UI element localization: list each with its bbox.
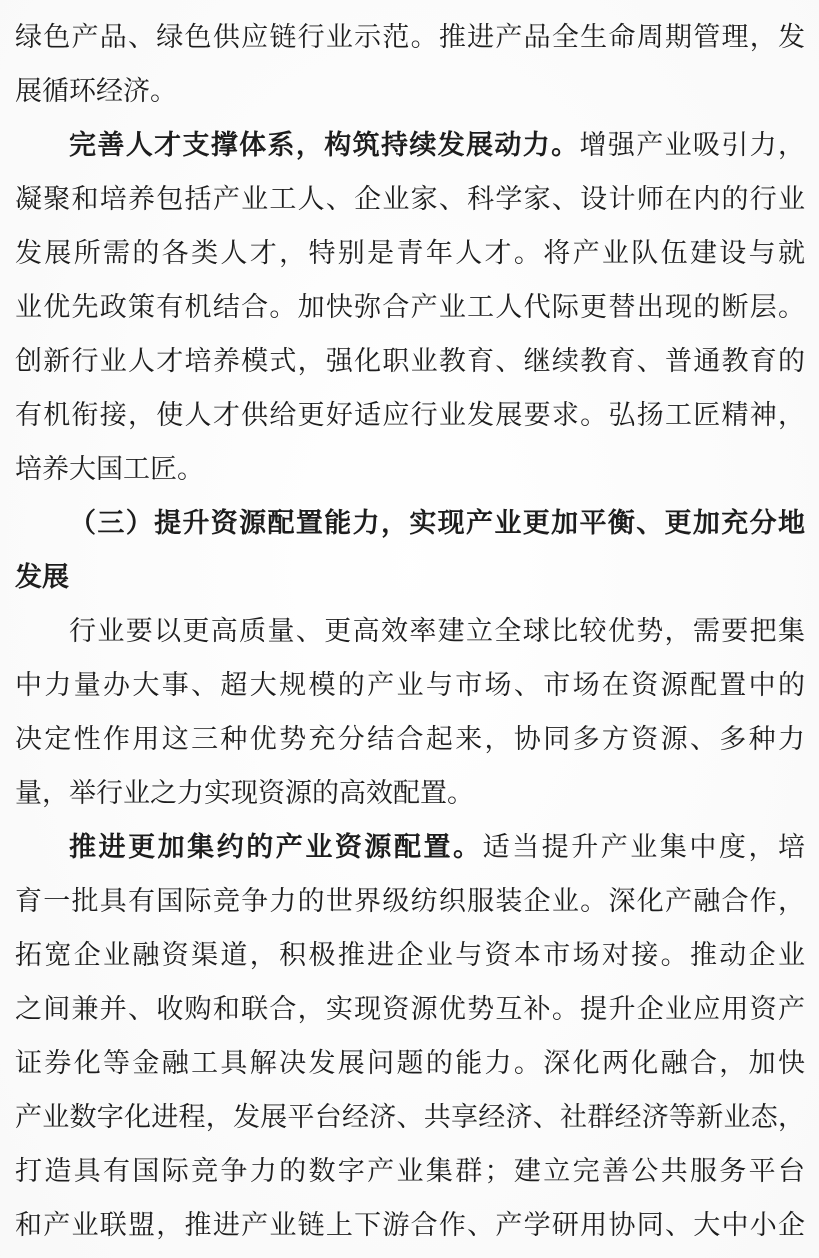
text-segment: 中力量办大事、超大规模的产业与市场、市场在资源配置中的 bbox=[15, 670, 805, 700]
text-segment: 凝聚和培养包括产业工人、企业家、科学家、设计师在内的行业 bbox=[15, 184, 805, 214]
text-line bbox=[15, 550, 805, 604]
text-line bbox=[15, 10, 805, 64]
text-line bbox=[15, 1144, 805, 1198]
text-segment: 打造具有国际竞争力的数字产业集群；建立完善公共服务平台 bbox=[15, 1156, 805, 1186]
text-segment: 行业要以更高质量、更高效率建立全球比较优势，需要把集 bbox=[69, 616, 805, 646]
text-segment: 之间兼并、收购和联合，实现资源优势互补。提升企业应用资产 bbox=[15, 994, 805, 1024]
text-line bbox=[15, 874, 805, 928]
text-line bbox=[15, 658, 805, 712]
document-text-block bbox=[15, 10, 805, 1252]
text-line bbox=[15, 1090, 805, 1144]
text-line bbox=[15, 334, 805, 388]
text-segment: 量，举行业之力实现资源的高效配置。 bbox=[15, 778, 474, 808]
text-line bbox=[15, 1036, 805, 1090]
text-line bbox=[15, 496, 805, 550]
text-line bbox=[15, 226, 805, 280]
text-segment: 有机衔接，使人才供给更好适应行业发展要求。弘扬工匠精神， bbox=[15, 400, 805, 430]
text-segment: 增强产业吸引力， bbox=[579, 130, 805, 160]
text-line bbox=[15, 442, 805, 496]
text-segment: 适当提升产业集中度，培 bbox=[482, 832, 805, 862]
text-line bbox=[15, 820, 805, 874]
text-line bbox=[15, 118, 805, 172]
text-line bbox=[15, 712, 805, 766]
text-segment: 产业数字化进程，发展平台经济、共享经济、社群经济等新业态， bbox=[15, 1102, 805, 1132]
text-line bbox=[15, 280, 805, 334]
text-segment: 绿色产品、绿色供应链行业示范。推进产品全生命周期管理，发 bbox=[15, 22, 805, 52]
text-line bbox=[15, 388, 805, 442]
text-line bbox=[15, 766, 805, 820]
text-line bbox=[15, 982, 805, 1036]
text-line bbox=[15, 172, 805, 226]
text-segment: 育一批具有国际竞争力的世界级纺织服装企业。深化产融合作， bbox=[15, 886, 805, 916]
bold-text-segment: 发展 bbox=[15, 562, 69, 592]
text-line bbox=[15, 1198, 805, 1252]
text-line bbox=[15, 604, 805, 658]
bold-text-segment: （三）提升资源配置能力，实现产业更加平衡、更加充分地 bbox=[69, 508, 805, 538]
text-segment: 和产业联盟，推进产业链上下游合作、产学研用协同、大中小企 bbox=[15, 1210, 805, 1240]
text-segment: 发展所需的各类人才，特别是青年人才。将产业队伍建设与就 bbox=[15, 238, 805, 268]
bold-text-segment: 完善人才支撑体系，构筑持续发展动力。 bbox=[69, 130, 580, 160]
text-segment: 证券化等金融工具解决发展问题的能力。深化两化融合，加快 bbox=[15, 1048, 805, 1078]
text-segment: 决定性作用这三种优势充分结合起来，协同多方资源、多种力 bbox=[15, 724, 805, 754]
text-segment: 展循环经济。 bbox=[15, 76, 177, 106]
text-segment: 业优先政策有机结合。加快弥合产业工人代际更替出现的断层。 bbox=[15, 292, 805, 322]
text-line bbox=[15, 928, 805, 982]
text-segment: 创新行业人才培养模式，强化职业教育、继续教育、普通教育的 bbox=[15, 346, 805, 376]
bold-text-segment: 推进更加集约的产业资源配置。 bbox=[69, 832, 483, 862]
text-segment: 培养大国工匠。 bbox=[15, 454, 204, 484]
text-line bbox=[15, 64, 805, 118]
text-segment: 拓宽企业融资渠道，积极推进企业与资本市场对接。推动企业 bbox=[15, 940, 805, 970]
